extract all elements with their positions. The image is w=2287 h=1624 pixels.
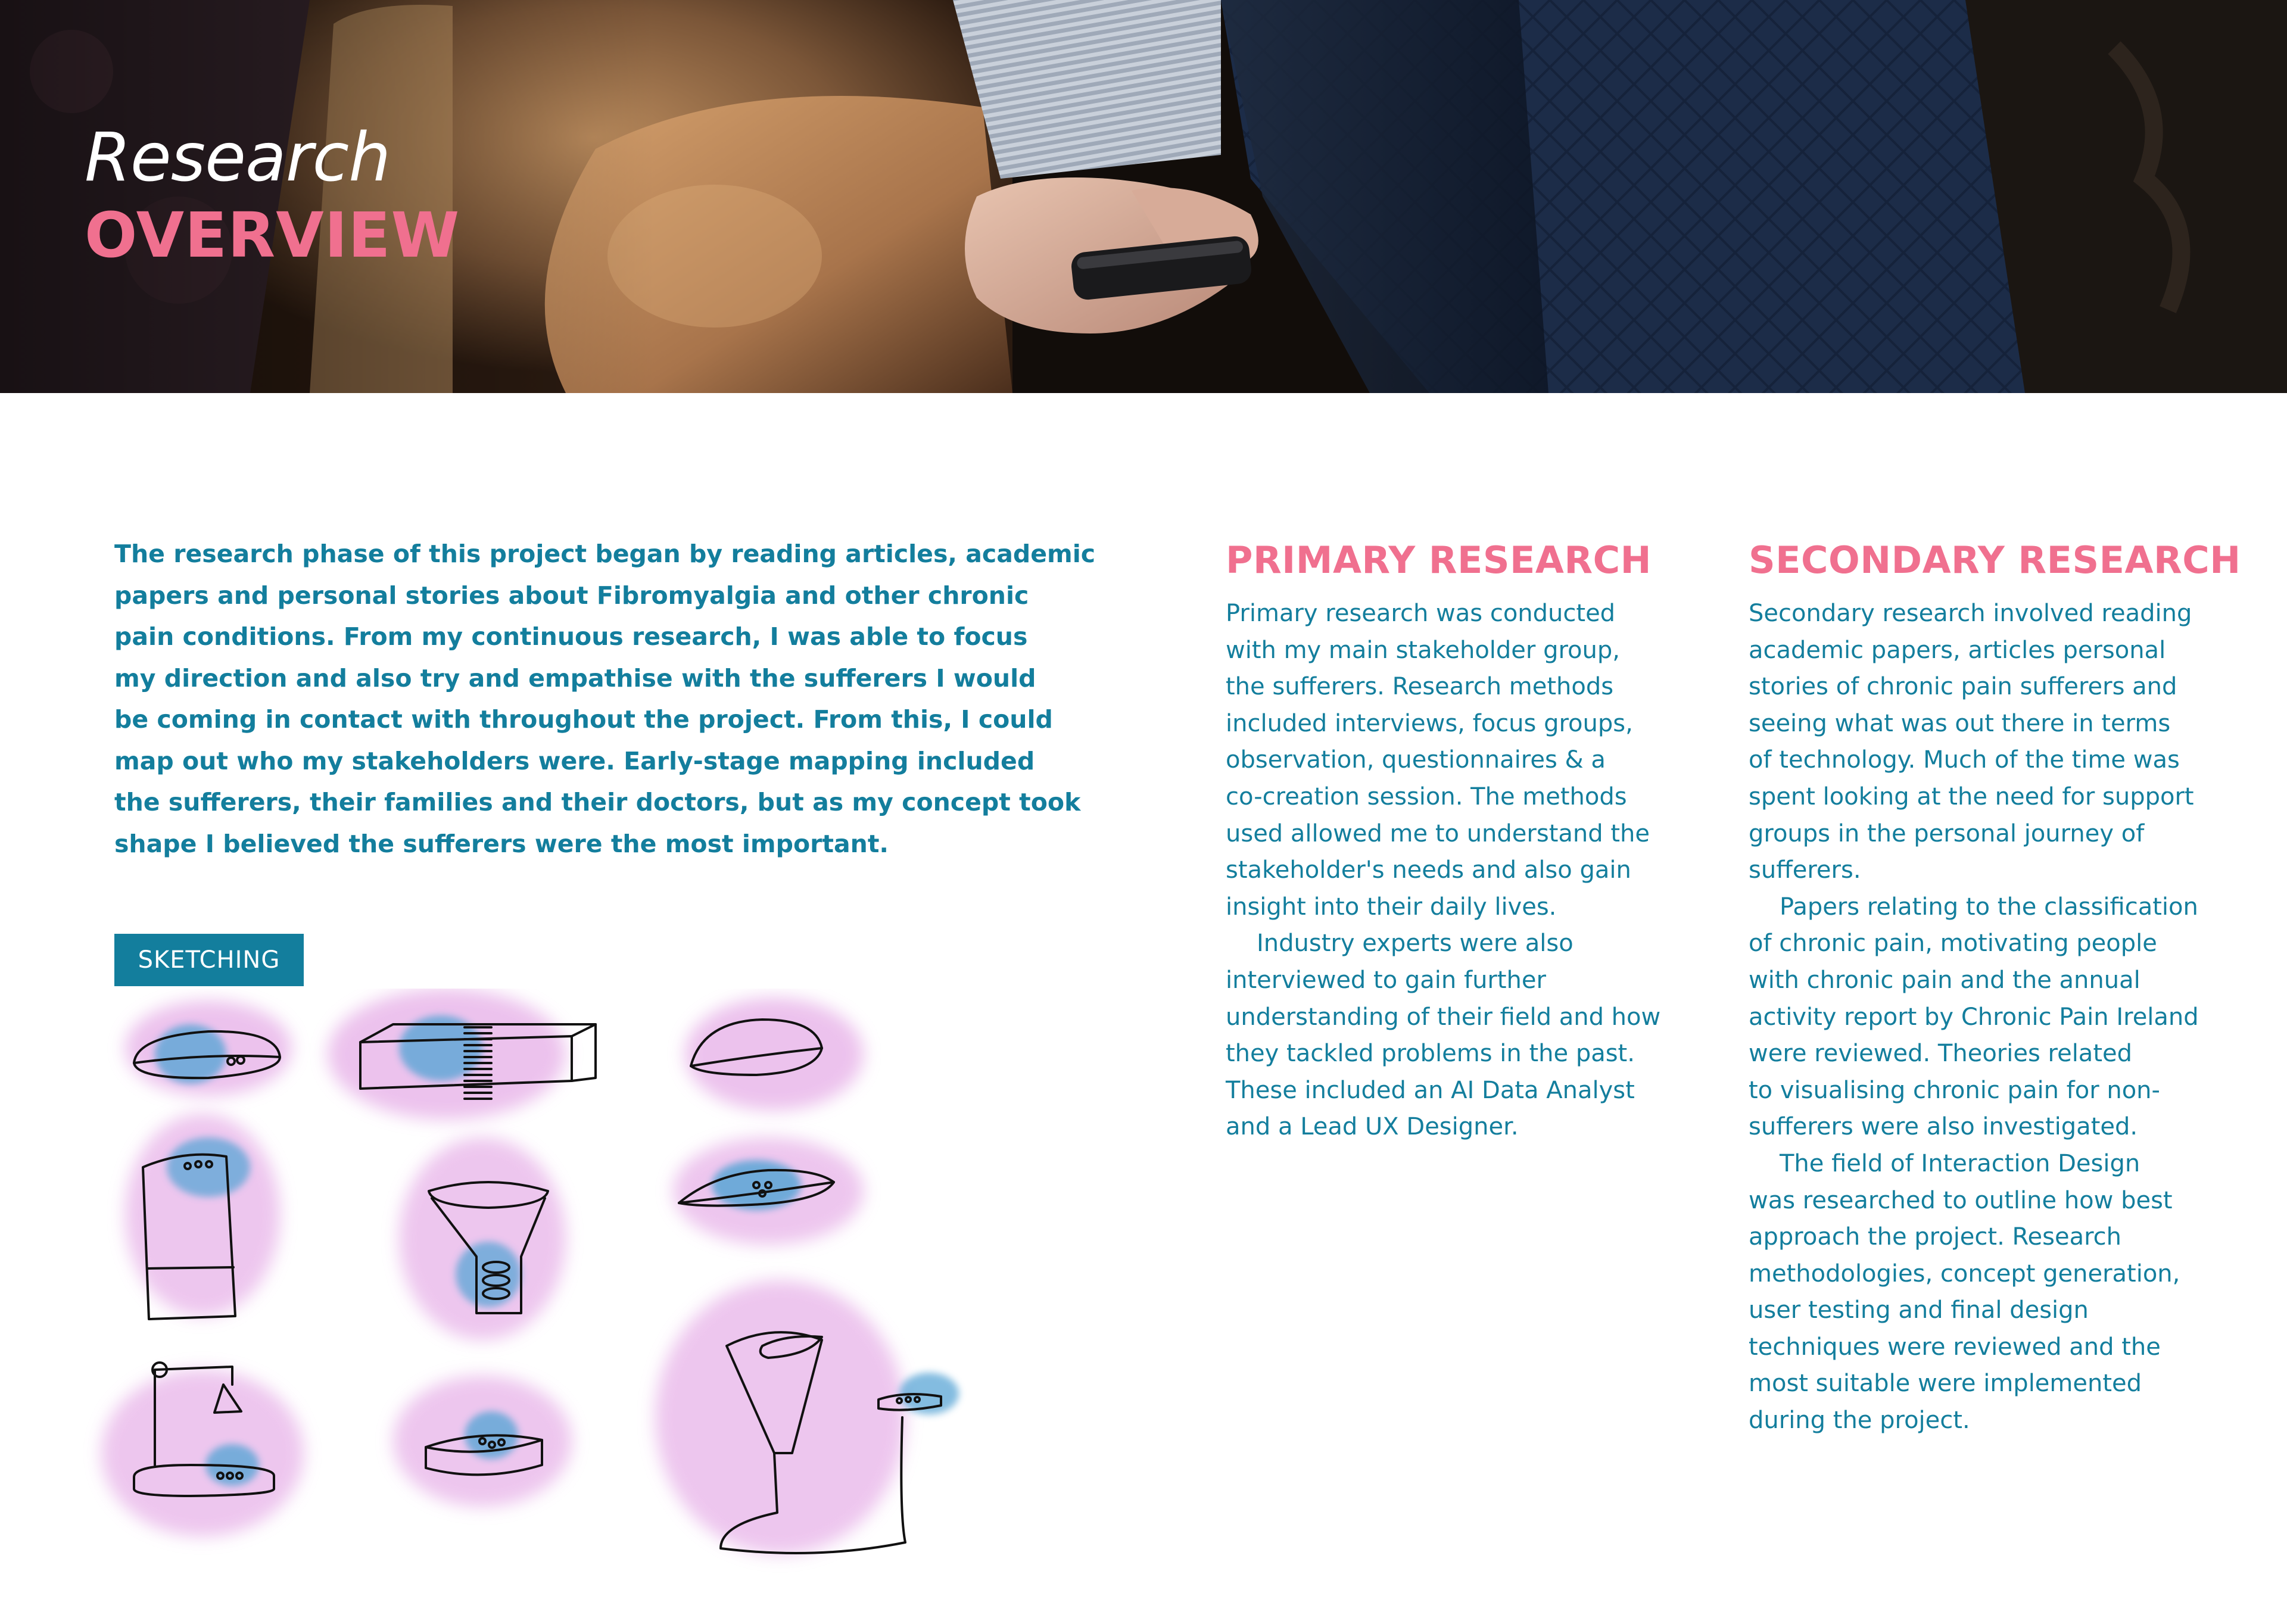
- body-line: stories of chronic pain sufferers and: [1749, 673, 2177, 701]
- body-line: user testing and final design: [1749, 1296, 2089, 1324]
- intro-line: the sufferers, their families and their doctors, but as my concept took: [114, 788, 1081, 816]
- body-line: was researched to outline how best: [1749, 1186, 2173, 1214]
- primary-research-heading: PRIMARY RESEARCH: [1226, 538, 1652, 582]
- intro-line: my direction and also try and empathise with the sufferers I would: [114, 663, 1036, 693]
- hero-banner: [0, 0, 2287, 393]
- intro-line: map out who my stakeholders were. Early-stage mapping included: [114, 746, 1035, 775]
- primary-research-body: [1226, 596, 1678, 1146]
- body-line: academic papers, articles personal: [1749, 636, 2166, 664]
- body-line: The field of Interaction Design: [1780, 1149, 2140, 1177]
- intro-paragraph: [114, 534, 1096, 865]
- sketch-disc: [393, 1376, 572, 1507]
- body-line: were reviewed. Theories related: [1749, 1040, 2133, 1068]
- body-line: activity report by Chronic Pain Ireland: [1749, 1003, 2199, 1031]
- body-line: they tackled problems in the past.: [1226, 1040, 1635, 1068]
- title-research: Research: [85, 119, 391, 197]
- body-line: included interviews, focus groups,: [1226, 709, 1633, 737]
- sketch-cone-lamp: [655, 1280, 959, 1554]
- body-line: insight into their daily lives.: [1226, 893, 1557, 921]
- sketch-lamp: [101, 1363, 304, 1536]
- page-title: [85, 119, 460, 274]
- intro-line: be coming in contact with throughout the project. From this, I could: [114, 705, 1053, 734]
- body-line: understanding of their field and how: [1226, 1003, 1661, 1031]
- body-line: groups in the personal journey of: [1749, 819, 2145, 847]
- body-line: and a Lead UX Designer.: [1226, 1113, 1519, 1141]
- body-line: seeing what was out there in terms: [1749, 709, 2171, 737]
- intro-line: papers and personal stories about Fibromyalgia and other chronic: [114, 581, 1029, 610]
- primary-research-column: [1226, 534, 1678, 1146]
- sketch-lens: [673, 1137, 864, 1245]
- body-line: These included an AI Data Analyst: [1226, 1076, 1635, 1104]
- body-line: Industry experts were also: [1257, 930, 1574, 958]
- sketch-illustrations: [71, 989, 1048, 1584]
- intro-line: shape I believed the sufferers were the most important.: [114, 829, 889, 858]
- body-line: interviewed to gain further: [1226, 966, 1546, 994]
- body-line: Secondary research involved reading: [1749, 600, 2192, 627]
- sketch-dome: [685, 998, 864, 1111]
- body-line: sufferers.: [1749, 856, 1861, 884]
- sketch-box: [328, 989, 596, 1120]
- sketch-pebble-1: [125, 1000, 292, 1096]
- body-line: most suitable were implemented: [1749, 1370, 2142, 1398]
- body-line: observation, questionnaires & a: [1226, 746, 1606, 774]
- secondary-research-column: [1749, 534, 2261, 1439]
- intro-line: pain conditions. From my continuous research, I was able to focus: [114, 622, 1028, 651]
- body-line: of technology. Much of the time was: [1749, 746, 2180, 774]
- secondary-research-heading: SECONDARY RESEARCH: [1749, 538, 2241, 582]
- secondary-research-body: [1749, 596, 2261, 1439]
- body-line: sufferers were also investigated.: [1749, 1113, 2138, 1141]
- body-line: to visualising chronic pain for non-: [1749, 1076, 2160, 1104]
- intro-line: The research phase of this project began by reading articles, academic: [114, 540, 1096, 568]
- sketch-cylinder: [125, 1114, 280, 1319]
- body-line: co-creation session. The methods: [1226, 783, 1627, 811]
- sketch-funnel: [399, 1137, 566, 1340]
- body-line: Papers relating to the classification: [1780, 893, 2198, 921]
- sketching-label: SKETCHING: [114, 934, 304, 986]
- title-overview: OVERVIEW: [85, 199, 460, 272]
- body-line: of chronic pain, motivating people: [1749, 930, 2157, 958]
- body-line: methodologies, concept generation,: [1749, 1260, 2180, 1288]
- body-line: during the project.: [1749, 1407, 1970, 1435]
- body-line: spent looking at the need for support: [1749, 783, 2194, 811]
- body-line: with my main stakeholder group,: [1226, 636, 1620, 664]
- body-line: approach the project. Research: [1749, 1223, 2121, 1251]
- body-line: stakeholder's needs and also gain: [1226, 856, 1631, 884]
- body-line: with chronic pain and the annual: [1749, 966, 2140, 994]
- body-line: used allowed me to understand the: [1226, 819, 1650, 847]
- body-line: techniques were reviewed and the: [1749, 1333, 2161, 1361]
- body-line: Primary research was conducted: [1226, 600, 1616, 627]
- body-line: the sufferers. Research methods: [1226, 673, 1614, 701]
